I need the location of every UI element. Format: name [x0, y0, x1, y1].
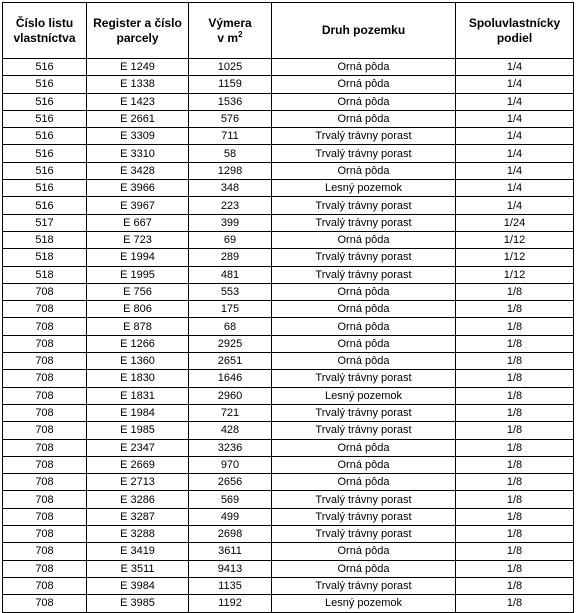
ownership-sheet-number-cell: 708: [3, 370, 87, 387]
table-row: [3, 422, 574, 439]
table-row: [3, 595, 574, 612]
parcel-number-cell: E 1249: [87, 59, 189, 76]
area-cell: 576: [189, 110, 272, 127]
ownership-sheet-number-cell: 708: [3, 318, 87, 335]
land-type-cell: Trvalý trávny porast: [272, 249, 456, 266]
share-cell: 1/12: [456, 231, 574, 248]
ownership-sheet-number-cell: 708: [3, 439, 87, 456]
share-cell: 1/8: [456, 543, 574, 560]
land-type-cell: Trvalý trávny porast: [272, 214, 456, 231]
area-cell: 175: [189, 301, 272, 318]
ownership-sheet-number-cell: 516: [3, 180, 87, 197]
share-cell: 1/4: [456, 59, 574, 76]
land-type-cell: Orná pôda: [272, 283, 456, 300]
area-cell: 2651: [189, 353, 272, 370]
share-cell: 1/8: [456, 456, 574, 473]
parcel-number-cell: E 1266: [87, 335, 189, 352]
parcel-number-cell: E 3286: [87, 491, 189, 508]
land-type-cell: Orná pôda: [272, 231, 456, 248]
land-type-cell: Orná pôda: [272, 560, 456, 577]
parcel-number-cell: E 1423: [87, 93, 189, 110]
header-co-ownership-share: Spoluvlastnícky podiel: [456, 3, 574, 59]
parcel-number-cell: E 2713: [87, 474, 189, 491]
parcel-table: [2, 2, 574, 613]
ownership-sheet-number-cell: 708: [3, 577, 87, 594]
area-cell: 9413: [189, 560, 272, 577]
land-type-cell: Trvalý trávny porast: [272, 422, 456, 439]
land-type-cell: Orná pôda: [272, 335, 456, 352]
area-cell: 1159: [189, 76, 272, 93]
area-cell: 970: [189, 456, 272, 473]
share-cell: 1/8: [456, 508, 574, 525]
ownership-sheet-number-cell: 708: [3, 387, 87, 404]
share-cell: 1/4: [456, 180, 574, 197]
parcel-number-cell: E 723: [87, 231, 189, 248]
table-row: [3, 266, 574, 283]
land-type-cell: Trvalý trávny porast: [272, 197, 456, 214]
header-area: Výmera v $m^2$: [189, 3, 272, 59]
land-type-cell: Orná pôda: [272, 59, 456, 76]
area-cell: 553: [189, 283, 272, 300]
land-type-cell: Orná pôda: [272, 76, 456, 93]
parcel-number-cell: E 3419: [87, 543, 189, 560]
area-cell: 428: [189, 422, 272, 439]
area-cell: 223: [189, 197, 272, 214]
land-type-cell: Orná pôda: [272, 110, 456, 127]
share-cell: 1/8: [456, 560, 574, 577]
ownership-sheet-number-cell: 518: [3, 249, 87, 266]
parcel-number-cell: E 3310: [87, 145, 189, 162]
table-row: [3, 370, 574, 387]
table-row: [3, 526, 574, 543]
land-type-cell: Lesný pozemok: [272, 387, 456, 404]
header-ownership-sheet-number: Číslo listu vlastníctva: [3, 3, 87, 59]
table-row: [3, 197, 574, 214]
parcel-number-cell: E 3309: [87, 128, 189, 145]
area-cell: 721: [189, 404, 272, 421]
parcel-number-cell: E 1338: [87, 76, 189, 93]
share-cell: 1/4: [456, 128, 574, 145]
share-cell: 1/24: [456, 214, 574, 231]
parcel-number-cell: E 1994: [87, 249, 189, 266]
ownership-sheet-number-cell: 708: [3, 526, 87, 543]
land-type-cell: Trvalý trávny porast: [272, 508, 456, 525]
ownership-sheet-number-cell: 516: [3, 162, 87, 179]
share-cell: 1/4: [456, 162, 574, 179]
parcel-number-cell: E 667: [87, 214, 189, 231]
table-row: [3, 162, 574, 179]
share-cell: 1/8: [456, 335, 574, 352]
ownership-sheet-number-cell: 708: [3, 404, 87, 421]
area-cell: 1025: [189, 59, 272, 76]
share-cell: 1/8: [456, 422, 574, 439]
ownership-sheet-number-cell: 708: [3, 422, 87, 439]
share-cell: 1/8: [456, 577, 574, 594]
ownership-sheet-number-cell: 708: [3, 474, 87, 491]
land-type-cell: Trvalý trávny porast: [272, 266, 456, 283]
share-cell: 1/12: [456, 266, 574, 283]
table-row: [3, 404, 574, 421]
land-type-cell: Lesný pozemok: [272, 180, 456, 197]
parcel-number-cell: E 806: [87, 301, 189, 318]
header-parcel-register: Register a číslo parcely: [87, 3, 189, 59]
table-row: [3, 439, 574, 456]
ownership-sheet-number-cell: 516: [3, 128, 87, 145]
table-row: [3, 93, 574, 110]
ownership-sheet-number-cell: 708: [3, 301, 87, 318]
table-row: [3, 249, 574, 266]
table-row: [3, 353, 574, 370]
ownership-sheet-number-cell: 708: [3, 335, 87, 352]
parcel-number-cell: E 3511: [87, 560, 189, 577]
parcel-number-cell: E 1830: [87, 370, 189, 387]
header-land-type: Druh pozemku: [272, 3, 456, 59]
land-type-cell: Orná pôda: [272, 353, 456, 370]
table-row: [3, 335, 574, 352]
parcel-number-cell: E 3966: [87, 180, 189, 197]
area-cell: 289: [189, 249, 272, 266]
table-row: [3, 110, 574, 127]
parcel-number-cell: E 1360: [87, 353, 189, 370]
share-cell: 1/8: [456, 474, 574, 491]
ownership-sheet-number-cell: 516: [3, 197, 87, 214]
ownership-sheet-number-cell: 708: [3, 595, 87, 612]
ownership-sheet-number-cell: 708: [3, 353, 87, 370]
ownership-sheet-number-cell: 516: [3, 145, 87, 162]
area-cell: 1135: [189, 577, 272, 594]
parcel-number-cell: E 1984: [87, 404, 189, 421]
share-cell: 1/8: [456, 439, 574, 456]
share-cell: 1/8: [456, 387, 574, 404]
table-body: [3, 59, 574, 613]
area-cell: 2925: [189, 335, 272, 352]
parcel-number-cell: E 3985: [87, 595, 189, 612]
table-header: [3, 3, 574, 59]
table-row: [3, 318, 574, 335]
ownership-sheet-number-cell: 517: [3, 214, 87, 231]
table-row: [3, 180, 574, 197]
share-cell: 1/4: [456, 197, 574, 214]
table-row: [3, 560, 574, 577]
ownership-sheet-number-cell: 708: [3, 491, 87, 508]
ownership-sheet-number-cell: 516: [3, 76, 87, 93]
share-cell: 1/8: [456, 595, 574, 612]
table-row: [3, 231, 574, 248]
table-row: [3, 456, 574, 473]
parcel-number-cell: E 3967: [87, 197, 189, 214]
ownership-sheet-number-cell: 518: [3, 266, 87, 283]
ownership-sheet-number-cell: 516: [3, 93, 87, 110]
table-row: [3, 577, 574, 594]
area-cell: 2698: [189, 526, 272, 543]
share-cell: 1/8: [456, 353, 574, 370]
ownership-sheet-number-cell: 708: [3, 283, 87, 300]
area-cell: 3236: [189, 439, 272, 456]
share-cell: 1/4: [456, 145, 574, 162]
share-cell: 1/8: [456, 301, 574, 318]
table-row: [3, 474, 574, 491]
area-cell: 1298: [189, 162, 272, 179]
share-cell: 1/8: [456, 526, 574, 543]
area-cell: 499: [189, 508, 272, 525]
table-row: [3, 76, 574, 93]
area-cell: 3611: [189, 543, 272, 560]
parcel-number-cell: E 878: [87, 318, 189, 335]
parcel-number-cell: E 3287: [87, 508, 189, 525]
area-cell: 348: [189, 180, 272, 197]
share-cell: 1/8: [456, 404, 574, 421]
land-type-cell: Trvalý trávny porast: [272, 128, 456, 145]
share-cell: 1/8: [456, 283, 574, 300]
share-cell: 1/8: [456, 491, 574, 508]
table-row: [3, 387, 574, 404]
land-type-cell: Trvalý trávny porast: [272, 526, 456, 543]
area-cell: 69: [189, 231, 272, 248]
land-type-cell: Lesný pozemok: [272, 595, 456, 612]
parcel-number-cell: E 1985: [87, 422, 189, 439]
parcel-number-cell: E 3288: [87, 526, 189, 543]
parcel-number-cell: E 2669: [87, 456, 189, 473]
land-type-cell: Trvalý trávny porast: [272, 491, 456, 508]
area-cell: 2656: [189, 474, 272, 491]
land-type-cell: Orná pôda: [272, 93, 456, 110]
land-type-cell: Orná pôda: [272, 543, 456, 560]
area-cell: 481: [189, 266, 272, 283]
share-cell: 1/8: [456, 318, 574, 335]
land-type-cell: Orná pôda: [272, 162, 456, 179]
ownership-sheet-number-cell: 516: [3, 110, 87, 127]
parcel-number-cell: E 3984: [87, 577, 189, 594]
ownership-sheet-number-cell: 708: [3, 456, 87, 473]
table-row: [3, 491, 574, 508]
share-cell: 1/4: [456, 93, 574, 110]
parcel-number-cell: E 2661: [87, 110, 189, 127]
header-row: [3, 3, 574, 59]
area-cell: 711: [189, 128, 272, 145]
parcel-number-cell: E 1831: [87, 387, 189, 404]
ownership-sheet-number-cell: 708: [3, 560, 87, 577]
ownership-sheet-number-cell: 708: [3, 543, 87, 560]
table-row: [3, 543, 574, 560]
area-cell: 399: [189, 214, 272, 231]
area-cell: 1646: [189, 370, 272, 387]
share-cell: 1/4: [456, 76, 574, 93]
area-cell: 1536: [189, 93, 272, 110]
table-row: [3, 508, 574, 525]
land-type-cell: Trvalý trávny porast: [272, 404, 456, 421]
table-row: [3, 145, 574, 162]
table-row: [3, 214, 574, 231]
parcel-number-cell: E 756: [87, 283, 189, 300]
ownership-sheet-number-cell: 516: [3, 59, 87, 76]
table-row: [3, 283, 574, 300]
land-type-cell: Trvalý trávny porast: [272, 370, 456, 387]
area-cell: 2960: [189, 387, 272, 404]
land-type-cell: Orná pôda: [272, 318, 456, 335]
share-cell: 1/8: [456, 370, 574, 387]
ownership-sheet-number-cell: 708: [3, 508, 87, 525]
land-type-cell: Orná pôda: [272, 301, 456, 318]
share-cell: 1/4: [456, 110, 574, 127]
land-type-cell: Orná pôda: [272, 474, 456, 491]
land-type-cell: Trvalý trávny porast: [272, 145, 456, 162]
document-page: [2, 2, 574, 613]
parcel-number-cell: E 2347: [87, 439, 189, 456]
land-type-cell: Trvalý trávny porast: [272, 577, 456, 594]
area-cell: 1192: [189, 595, 272, 612]
parcel-number-cell: E 3428: [87, 162, 189, 179]
table-row: [3, 301, 574, 318]
land-type-cell: Orná pôda: [272, 456, 456, 473]
table-row: [3, 128, 574, 145]
parcel-number-cell: E 1995: [87, 266, 189, 283]
area-cell: 569: [189, 491, 272, 508]
ownership-sheet-number-cell: 518: [3, 231, 87, 248]
table-row: [3, 59, 574, 76]
land-type-cell: Orná pôda: [272, 439, 456, 456]
area-cell: 68: [189, 318, 272, 335]
area-cell: 58: [189, 145, 272, 162]
share-cell: 1/12: [456, 249, 574, 266]
